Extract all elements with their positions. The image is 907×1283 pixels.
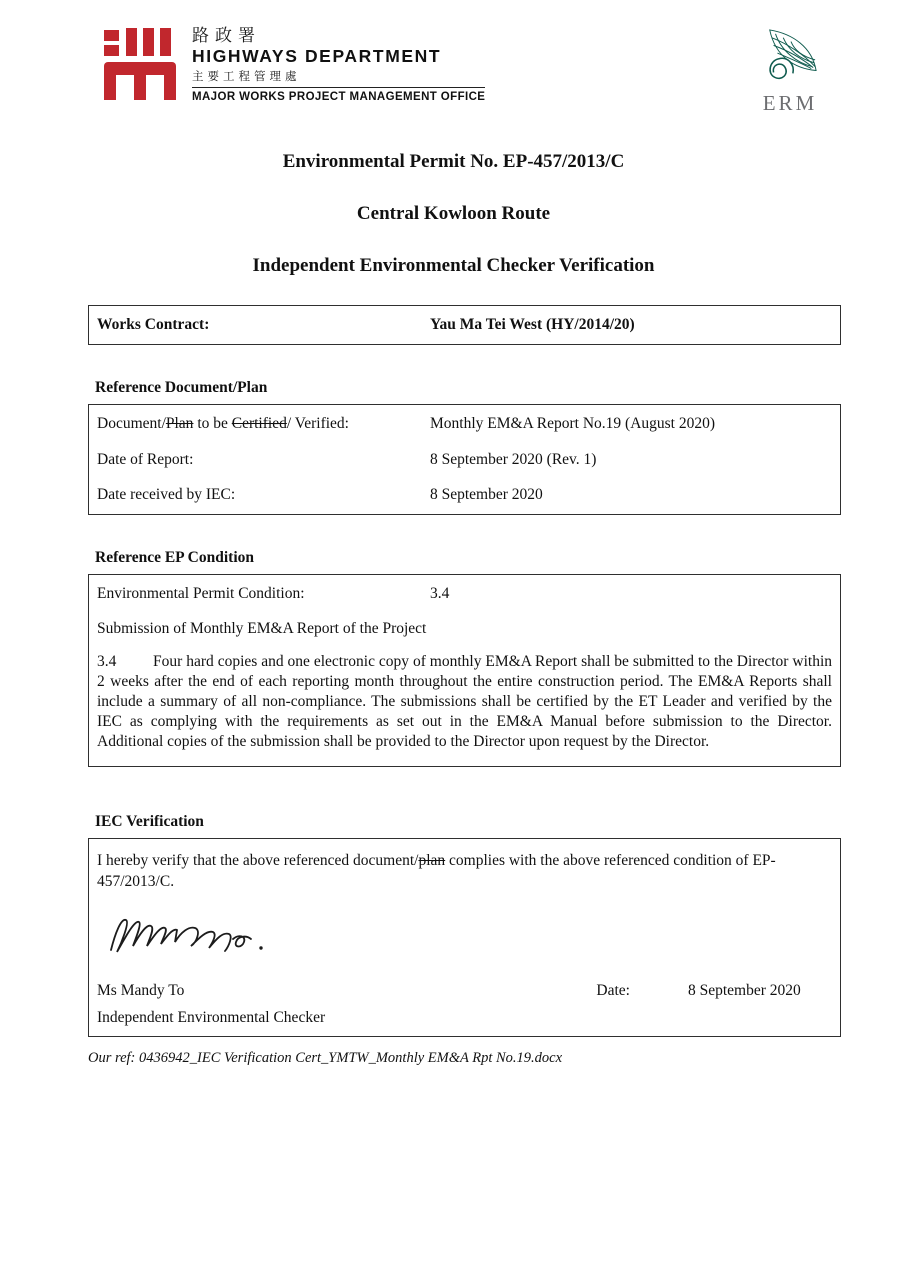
ep-condition-row xyxy=(97,584,832,604)
reference-document-heading: Reference Document/Plan xyxy=(95,379,268,397)
title-block xyxy=(0,150,907,277)
project-title: Central Kowloon Route xyxy=(356,202,551,224)
iec-verification-box xyxy=(88,838,841,1037)
date-label: Date: xyxy=(596,982,630,1000)
struck-word-plan-2: plan xyxy=(418,852,446,870)
department-name-chinese: 路政署 xyxy=(192,26,261,45)
department-name-english: HIGHWAYS DEPARTMENT xyxy=(192,45,442,66)
signature-image xyxy=(105,908,832,960)
date-received-label: Date received by IEC: xyxy=(97,485,236,503)
office-name-chinese: 主要工程管理處 xyxy=(192,71,301,84)
verification-statement: I hereby verify that the above referenced document/plan complies with the above referenced condition of EP-457/2013/C. xyxy=(97,852,776,891)
ep-clause-number: 3.4 xyxy=(97,653,117,671)
date-value: 8 September 2020 xyxy=(688,982,801,1000)
struck-word-certified: Certified xyxy=(231,415,287,433)
iec-verification-heading: IEC Verification xyxy=(95,813,204,831)
ep-clause-text: Four hard copies and one electronic copy of monthly EM&A Report shall be submitted to the Director within 2 weeks after the end of each reporting month throughout the entire construction period. The EM&A Reports shall include a summary of all non-compliance. The submissions shall be certified by the ET Leader and verified by the IEC as complying with the requirements as set out in the EM&A Manual before submission to the Director. Additional copies of the submission shall be provided to the Director upon request by the Director. xyxy=(97,653,832,751)
date-of-report-label: Date of Report: xyxy=(97,450,194,468)
document-type-title: Independent Environmental Checker Verification xyxy=(252,254,655,276)
date-received-value: 8 September 2020 xyxy=(430,485,543,503)
highways-department-logo-icon xyxy=(100,26,180,100)
permit-number-title: Environmental Permit No. EP-457/2013/C xyxy=(282,151,625,172)
ep-clause-paragraph xyxy=(97,652,832,752)
works-contract-label: Works Contract: xyxy=(97,316,210,334)
works-contract-box xyxy=(88,305,841,345)
ep-condition-value: 3.4 xyxy=(430,584,450,602)
reference-ep-box xyxy=(88,574,841,767)
works-contract-row xyxy=(97,315,832,335)
office-name-english: MAJOR WORKS PROJECT MANAGEMENT OFFICE xyxy=(192,87,485,105)
our-ref-footer: Our ref: 0436942_IEC Verification Cert_YMTW_Monthly EM&A Rpt No.19.docx xyxy=(88,1050,563,1067)
document-verified-row xyxy=(97,414,832,434)
signatory-title: Independent Environmental Checker xyxy=(97,1009,326,1027)
highways-department-block xyxy=(100,26,485,105)
department-name-block xyxy=(192,26,485,105)
reference-ep-heading: Reference EP Condition xyxy=(95,548,255,566)
erm-logo-icon xyxy=(759,28,821,89)
erm-logo-text: ERM xyxy=(762,91,818,115)
works-contract-value: Yau Ma Tei West (HY/2014/20) xyxy=(430,316,635,334)
signatory-name: Ms Mandy To xyxy=(97,982,185,1000)
document-verified-label: Document/Plan to be Certified/ Verified: xyxy=(97,415,349,433)
date-of-report-row xyxy=(97,450,832,470)
date-received-row xyxy=(97,485,832,505)
document-verified-value: Monthly EM&A Report No.19 (August 2020) xyxy=(430,415,716,433)
page-header xyxy=(0,0,907,116)
date-of-report-value: 8 September 2020 (Rev. 1) xyxy=(430,450,597,468)
erm-logo-block xyxy=(757,28,823,116)
document-body xyxy=(88,305,841,1037)
reference-document-box xyxy=(88,404,841,514)
struck-word-plan: Plan xyxy=(165,415,194,433)
ep-condition-subtitle: Submission of Monthly EM&A Report of the Project xyxy=(97,619,427,637)
signoff-row xyxy=(97,982,832,1000)
ep-condition-label: Environmental Permit Condition: xyxy=(97,584,305,602)
